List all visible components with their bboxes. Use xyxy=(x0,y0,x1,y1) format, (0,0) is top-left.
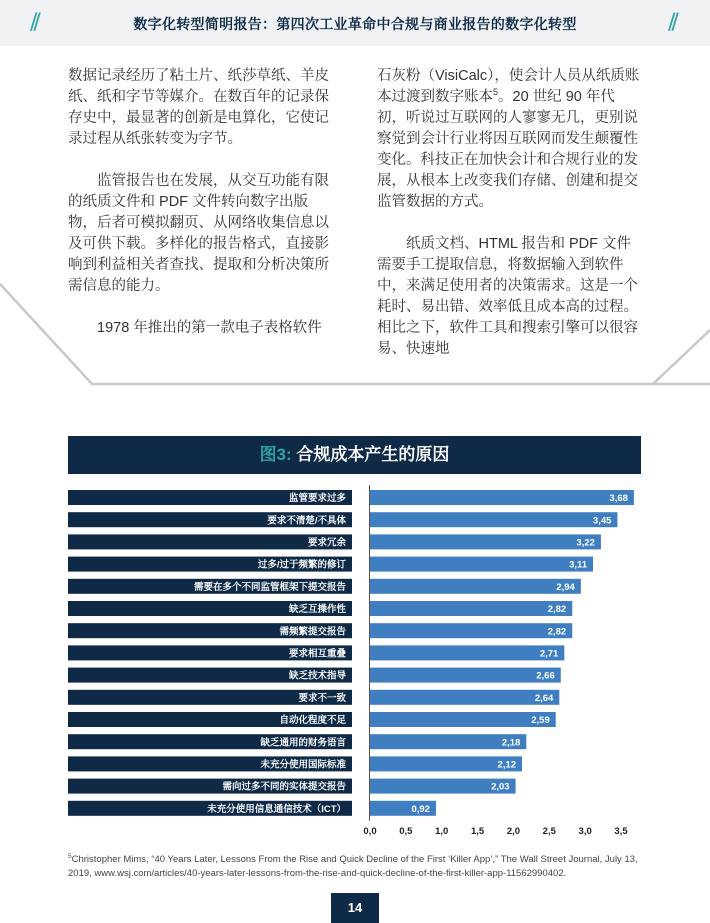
category-label: 过多/过于频繁的修订 xyxy=(257,559,346,571)
bar xyxy=(370,534,601,549)
paragraph-text: 石灰粉（VisiCalc），使会计人员从纸质账本过渡到数字账本 xyxy=(377,68,640,105)
bar-value-label: 3,11 xyxy=(569,559,588,571)
paragraph: 监管报告也在发展，从交互功能有限的纸质文件和 PDF 文件转向数字出版物，后者可模拟翻页、从网络收集信息以及可供下载。多样化的报告格式，直接影响到利益相关者查找、提取和分析决策所需信息的能力。 xyxy=(68,173,329,294)
footnote-text: Christopher Mims, “40 Years Later, Lessons From the Rise and Quick Decline of the First ‘Killer App’,” The Wall Street Journal, July 13, 2019, www.wsj.com/articles/40-years-later-lessons-from-the-rise-and-quick-decline-of-the-first-killer-app-11562990402. xyxy=(68,854,638,879)
x-tick-label: 2,5 xyxy=(542,825,556,837)
bar xyxy=(370,668,561,683)
bar-value-label: 2,03 xyxy=(491,781,510,793)
bar-value-label: 3,45 xyxy=(592,515,612,527)
bar-value-label: 2,59 xyxy=(531,715,550,727)
bar xyxy=(370,712,556,727)
bar xyxy=(370,601,572,616)
category-label: 需向过多不同的实体提交报告 xyxy=(222,781,346,793)
bar xyxy=(370,512,617,527)
figure-title: 合规成本产生的原因 xyxy=(296,445,450,464)
bar-value-label: 2,94 xyxy=(556,581,575,593)
figure-number: 图3: xyxy=(259,445,292,464)
bar-value-label: 2,82 xyxy=(547,626,567,638)
category-label: 自动化程度不足 xyxy=(279,715,346,727)
paragraph: 1978 年推出的第一款电子表格软件 xyxy=(97,320,322,336)
bar xyxy=(370,690,559,705)
x-tick-label: 0,0 xyxy=(363,825,377,837)
bar-value-label: 2,66 xyxy=(536,670,555,682)
footnote-marker: 5 xyxy=(68,852,72,860)
bar xyxy=(370,490,634,505)
category-label: 需频繁提交报告 xyxy=(279,626,346,638)
category-label: 要求不清楚/不具体 xyxy=(267,515,346,527)
bar-value-label: 2,18 xyxy=(501,737,521,749)
x-tick-label: 3,5 xyxy=(614,825,628,837)
category-label: 未充分使用信息通信技术（ICT） xyxy=(207,803,346,815)
page-number: 14 xyxy=(331,893,379,923)
bar-value-label: 3,68 xyxy=(609,493,628,505)
header-slash-right-decoration: // xyxy=(668,10,675,35)
bar-value-label: 2,71 xyxy=(539,648,559,660)
bar xyxy=(370,579,581,594)
bar xyxy=(370,623,572,638)
category-label: 要求冗余 xyxy=(307,537,346,549)
bar-value-label: 2,64 xyxy=(534,692,554,704)
footnote xyxy=(68,853,658,881)
category-label: 要求相互重叠 xyxy=(288,648,346,660)
bar xyxy=(370,557,593,572)
header-slash-left-decoration: // xyxy=(30,10,37,35)
category-label: 需要在多个不同监管框架下提交报告 xyxy=(193,581,346,593)
bar-value-label: 3,22 xyxy=(576,537,595,549)
category-label: 缺乏通用的财务语言 xyxy=(260,737,346,749)
x-tick-label: 0,5 xyxy=(399,825,413,837)
paragraph: 数据记录经历了粘土片、纸莎草纸、羊皮纸、纸和字节等媒介。在数百年的记录保存史中，最显著的创新是电算化，它使记录过程从纸张转变为字节。 xyxy=(68,68,329,147)
bar-value-label: 2,82 xyxy=(547,604,567,616)
paragraph-text: 。20 世纪 90 年代初，听说过互联网的人寥寥无几，更别说察觉到会计行业将因互联网而发生颠覆性变化。科技正在加快会计和合规行业的发展，从根本上改变我们存储、创建和提交监管数据的方式。 xyxy=(377,89,638,210)
category-label: 缺乏技术指导 xyxy=(288,670,346,682)
category-label: 监管要求过多 xyxy=(288,493,346,505)
paragraph: 纸质文档、HTML 报告和 PDF 文件需要手工提取信息，将数据输入到软件中，来满足使用者的决策需求。这是一个耗时、易出错、效率低且成本高的过程。相比之下，软件工具和搜索引擎可以很容易、快速地 xyxy=(377,236,638,357)
bar-value-label: 0,92 xyxy=(411,803,430,815)
category-label: 缺乏互操作性 xyxy=(288,604,346,616)
footnote-reference[interactable]: 5 xyxy=(493,87,499,98)
category-label: 要求不一致 xyxy=(298,692,346,704)
x-tick-label: 3,0 xyxy=(578,825,592,837)
bar-value-label: 2,12 xyxy=(497,759,517,771)
category-label: 未充分使用国际标准 xyxy=(260,759,346,771)
x-tick-label: 1,5 xyxy=(470,825,485,837)
x-tick-label: 2,0 xyxy=(506,825,521,837)
x-tick-label: 1,0 xyxy=(435,825,449,837)
bar xyxy=(370,645,564,660)
header-title: 数字化转型简明报告：第四次工业革命中合规与商业报告的数字化转型 xyxy=(133,16,577,32)
